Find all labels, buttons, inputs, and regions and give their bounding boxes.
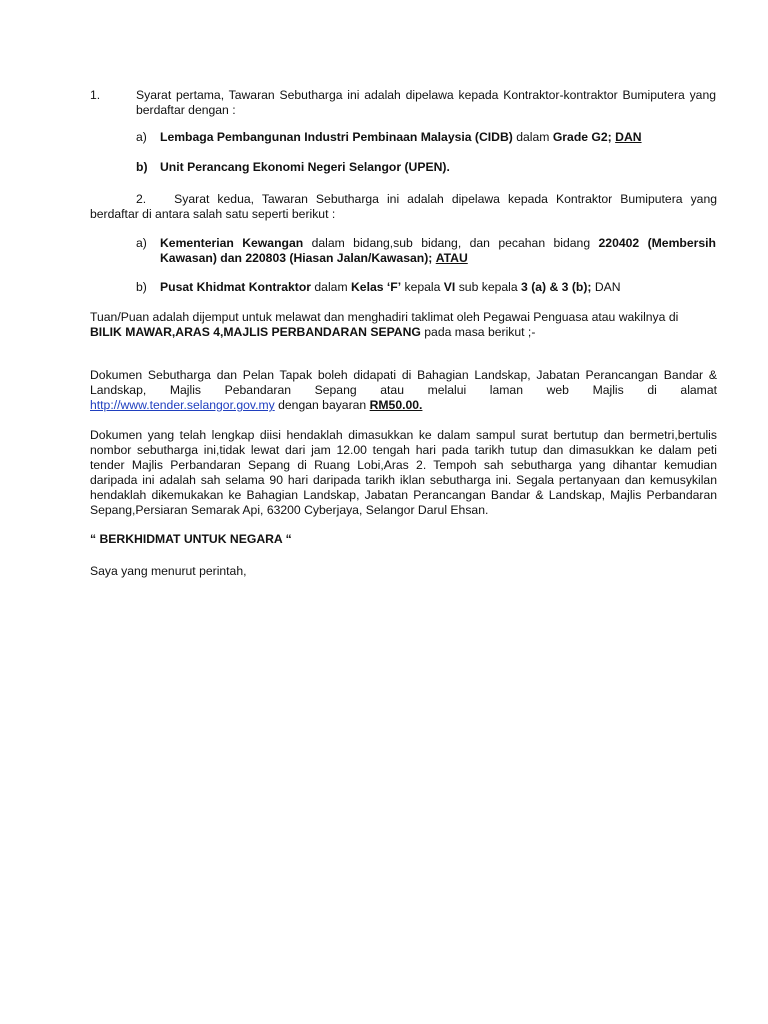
fee-amount: RM50.00. bbox=[369, 398, 423, 412]
section-1-number: 1. bbox=[90, 88, 101, 102]
item-text: dalam bbox=[311, 280, 351, 294]
upen-name: Unit Perancang Ekonomi Negeri Selangor (UPEN). bbox=[160, 160, 450, 174]
briefing-location: BILIK MAWAR,ARAS 4,MAJLIS PERBANDARAN SEPANG bbox=[90, 325, 421, 339]
field-codes: 220402 (Membersih Kawasan) dan 220803 (Hiasan Jalan/Kawasan); bbox=[160, 236, 716, 265]
kelas-text: Kelas ‘F’ bbox=[350, 280, 402, 294]
item-label: a) bbox=[136, 236, 147, 250]
closing-line: Saya yang menurut perintah, bbox=[90, 564, 247, 578]
item-text: dalam bidang,sub bidang, dan pecahan bidang bbox=[303, 236, 599, 250]
conjunction-atau: ATAU bbox=[435, 251, 468, 265]
documents-line-2: Landskap, Majlis Pebandaran Sepang atau melalui laman web Majlis di alamat bbox=[90, 383, 717, 397]
conjunction-dan: DAN bbox=[615, 130, 642, 144]
kementerian-name: Kementerian Kewangan bbox=[160, 236, 304, 250]
kepala-text: VI bbox=[443, 280, 456, 294]
item-text: sub kepala bbox=[455, 280, 522, 294]
section-2-number: 2. bbox=[136, 192, 147, 206]
item-text: kepala bbox=[401, 280, 444, 294]
briefing-invitation bbox=[90, 310, 717, 340]
sub-kepala-text: 3 (a) & 3 (b); bbox=[521, 280, 592, 294]
item-text: dalam bbox=[512, 130, 553, 144]
motto: “ BERKHIDMAT UNTUK NEGARA “ bbox=[90, 532, 292, 546]
briefing-text: Tuan/Puan adalah dijemput untuk melawat dan menghadiri taklimat oleh Pegawai Penguasa atau wakilnya di bbox=[90, 310, 679, 324]
submission-paragraph: Dokumen yang telah lengkap diisi hendaklah dimasukkan ke dalam sampul surat bertutup dan bermetri,bertulis nombor sebutharga ini,tidak lewat dari jam 12.00 tengah hari pada tarikh tutup dan dimasukkan ke dalam peti tender Majlis Perbandaran Sepang di Ruang Lobi,Aras 2. Tempoh sah sebutharga yang dihantar kemudian daripada ini adalah sah selama 90 hari daripada tarikh iklan sebutharga ini. Segala pertanyaan dan kemusykilan hendaklah dikemukakan ke Bahagian Landskap, Jabatan Perancangan Bandar & Landskap, Majlis Perbandaran Sepang,Persiaran Semarak Api, 63200 Cyberjaya, Selangor Darul Ehsan. bbox=[90, 428, 717, 517]
section-2-body: Syarat kedua, Tawaran Sebutharga ini adalah dipelawa kepada Kontraktor Bumiputera yang berdaftar di antara salah satu seperti berikut : bbox=[90, 192, 717, 221]
item-label: a) bbox=[136, 130, 147, 144]
briefing-tail: pada masa berikut ;- bbox=[420, 325, 536, 339]
section-1-text: Syarat pertama, Tawaran Sebutharga ini adalah dipelawa kepada Kontraktor-kontraktor Bumiputera yang berdaftar dengan : bbox=[136, 88, 716, 117]
item-label: b) bbox=[136, 280, 147, 294]
item-text: DAN bbox=[591, 280, 621, 294]
section-2-text bbox=[90, 192, 717, 222]
tender-website-link[interactable]: http://www.tender.selangor.gov.my bbox=[90, 398, 275, 412]
cidb-name: Lembaga Pembangunan Industri Pembinaan Malaysia (CIDB) bbox=[160, 130, 513, 144]
item-label: b) bbox=[136, 160, 148, 174]
documents-line-1: Dokumen Sebutharga dan Pelan Tapak boleh didapati di Bahagian Landskap, Jabatan Perancangan Bandar & bbox=[90, 368, 717, 382]
pkk-name: Pusat Khidmat Kontraktor bbox=[160, 280, 312, 294]
documents-paragraph bbox=[90, 368, 717, 413]
grade-text: Grade G2; bbox=[552, 130, 612, 144]
documents-fee-text: dengan bayaran bbox=[274, 398, 370, 412]
